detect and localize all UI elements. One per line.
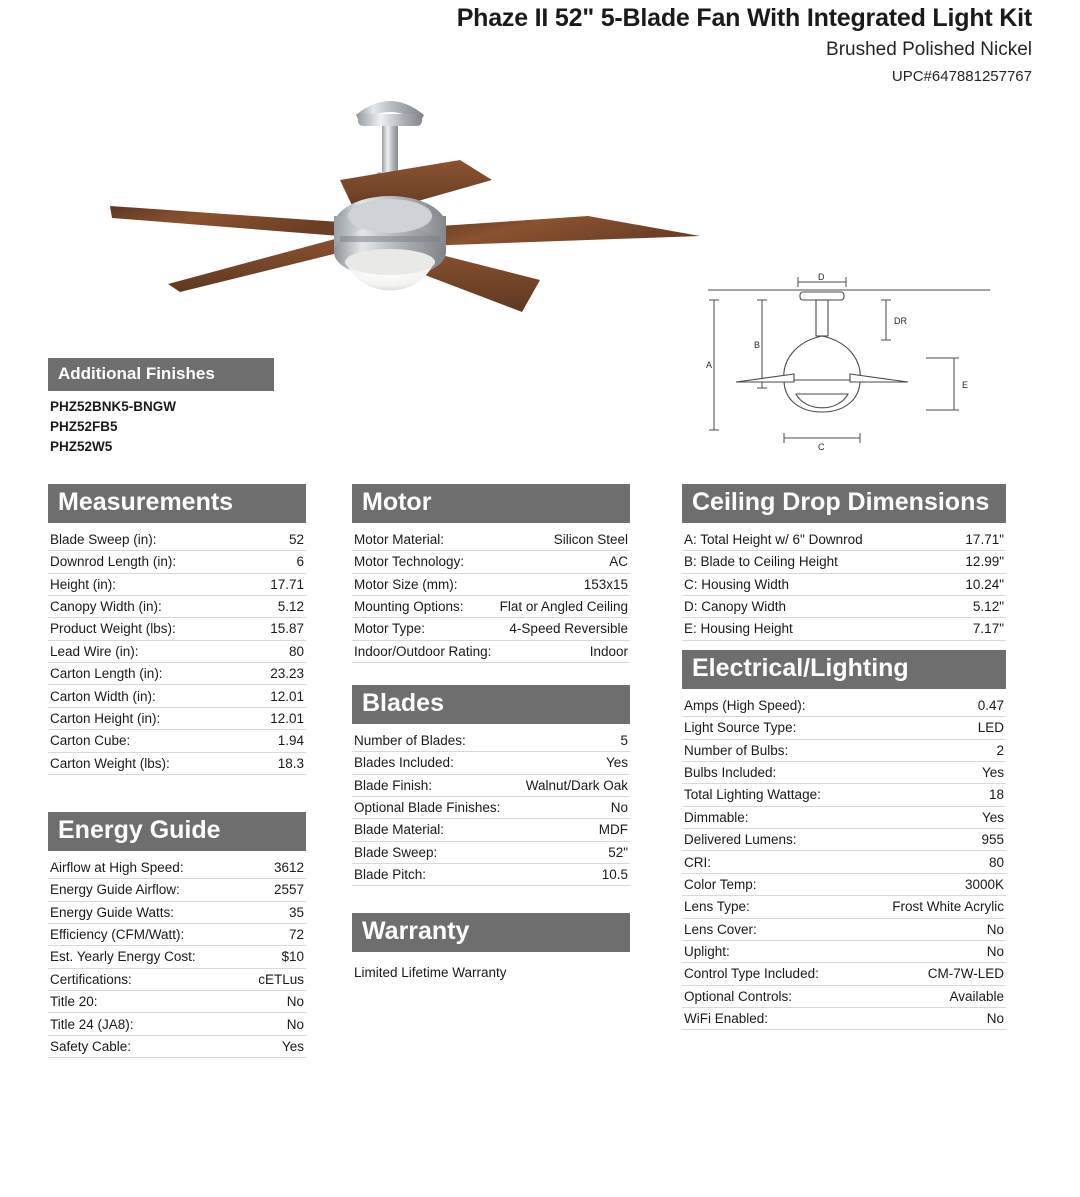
row-value: 18 (988, 787, 1004, 803)
warranty-body (352, 958, 630, 983)
table-row (48, 663, 306, 685)
row-label: Title 24 (JA8): (50, 1016, 134, 1032)
table-row (352, 574, 630, 596)
row-value: 5 (620, 732, 628, 748)
row-value: Yes (981, 765, 1004, 781)
table-row (682, 986, 1006, 1008)
row-value: MDF (598, 822, 628, 838)
row-label: Light Source Type: (684, 720, 797, 736)
product-finish-subtitle: Brushed Polished Nickel (826, 39, 1032, 60)
row-label: Energy Guide Airflow: (50, 882, 180, 898)
table-row (682, 829, 1006, 851)
blades-heading: Blades (352, 685, 630, 724)
table-row (352, 618, 630, 640)
row-value: 12.01 (270, 688, 304, 704)
finish-item: PHZ52FB5 (50, 419, 118, 435)
row-value: 5.12" (972, 599, 1004, 615)
row-value: Yes (981, 809, 1004, 825)
table-row (352, 596, 630, 618)
row-label: Blade Finish: (354, 777, 433, 793)
table-row (48, 641, 306, 663)
fan-downrod (382, 126, 398, 178)
row-label: Color Temp: (684, 876, 757, 892)
row-label: D: Canopy Width (684, 599, 787, 615)
table-row (48, 902, 306, 924)
row-label: Product Weight (lbs): (50, 621, 176, 637)
row-label: Bulbs Included: (684, 765, 777, 781)
row-label: C: Housing Width (684, 576, 790, 592)
ceiling-drop-heading: Ceiling Drop Dimensions (682, 484, 1006, 523)
table-row (48, 991, 306, 1013)
row-label: Dimmable: (684, 809, 749, 825)
table-row (48, 969, 306, 991)
diagram-label-e: E (962, 380, 969, 390)
blades-list (352, 730, 630, 887)
row-value: CM-7W-LED (927, 966, 1004, 982)
table-row (682, 596, 1006, 618)
section-blades (352, 685, 630, 886)
table-row (682, 784, 1006, 806)
table-row (48, 708, 306, 730)
row-label: Carton Cube: (50, 733, 131, 749)
row-label: Blade Material: (354, 822, 445, 838)
additional-finishes-list (48, 397, 274, 457)
row-label: CRI: (684, 854, 711, 870)
row-label: Carton Height (in): (50, 710, 161, 726)
diagram-label-a: A (706, 360, 713, 370)
row-label: Blade Sweep (in): (50, 531, 157, 547)
row-value: Available (949, 988, 1004, 1004)
row-value: Indoor (589, 643, 628, 659)
table-row (682, 717, 1006, 739)
row-label: Blade Pitch: (354, 867, 427, 883)
additional-finishes-heading: Additional Finishes (48, 358, 274, 391)
table-row (682, 551, 1006, 573)
product-photo (40, 40, 700, 330)
section-electrical-lighting (682, 650, 1006, 1030)
row-label: Efficiency (CFM/Watt): (50, 927, 185, 943)
row-label: Total Lighting Wattage: (684, 787, 821, 803)
row-label: Canopy Width (in): (50, 599, 162, 615)
row-value: LED (977, 720, 1004, 736)
section-energy-guide (48, 812, 306, 1058)
row-label: Lens Cover: (684, 921, 757, 937)
diagram-label-dr: DR (894, 316, 907, 326)
row-value: 35 (288, 904, 304, 920)
table-row (352, 730, 630, 752)
row-value: 10.5 (601, 867, 628, 883)
diagram-label-c: C (818, 442, 825, 452)
measurements-list (48, 529, 306, 775)
finish-item: PHZ52BNK5-BNGW (50, 399, 177, 415)
row-value: 3612 (273, 859, 304, 875)
row-label: WiFi Enabled: (684, 1011, 769, 1027)
table-row (48, 924, 306, 946)
table-row (682, 618, 1006, 640)
row-label: Carton Weight (lbs): (50, 755, 170, 771)
row-value: Walnut/Dark Oak (525, 777, 628, 793)
table-row (352, 775, 630, 797)
table-row (48, 618, 306, 640)
row-value: Flat or Angled Ceiling (499, 599, 628, 615)
table-row (682, 963, 1006, 985)
table-row (682, 807, 1006, 829)
row-value: 17.71" (965, 531, 1004, 547)
motor-list (352, 529, 630, 663)
row-value: 4-Speed Reversible (509, 621, 628, 637)
finish-item: PHZ52W5 (50, 439, 113, 455)
table-row (48, 879, 306, 901)
row-label: E: Housing Height (684, 621, 793, 637)
row-value: 17.71 (270, 576, 304, 592)
row-value: No (986, 944, 1004, 960)
table-row (352, 641, 630, 663)
motor-heading: Motor (352, 484, 630, 523)
row-value: 15.87 (270, 621, 304, 637)
row-value: AC (609, 554, 628, 570)
row-value: 52" (608, 844, 628, 860)
row-label: Safety Cable: (50, 1038, 132, 1054)
row-label: Amps (High Speed): (684, 697, 806, 713)
row-label: Motor Material: (354, 531, 445, 547)
table-row (352, 797, 630, 819)
row-label: A: Total Height w/ 6" Downrod (684, 531, 863, 547)
row-label: Certifications: (50, 971, 132, 987)
row-value: 12.99" (965, 554, 1004, 570)
row-value: 955 (981, 832, 1004, 848)
table-row (682, 740, 1006, 762)
table-row (48, 574, 306, 596)
row-label: Lens Type: (684, 899, 750, 915)
row-value: 0.47 (977, 697, 1004, 713)
table-row (48, 1013, 306, 1035)
diagram-label-d: D (818, 272, 825, 282)
row-label: Delivered Lumens: (684, 832, 797, 848)
row-value: 80 (288, 643, 304, 659)
row-value: 2 (996, 742, 1004, 758)
energy-guide-heading: Energy Guide (48, 812, 306, 851)
energy-guide-list (48, 857, 306, 1058)
fan-canopy (356, 101, 424, 126)
row-label: Lead Wire (in): (50, 643, 139, 659)
table-row (48, 946, 306, 968)
row-label: Number of Bulbs: (684, 742, 789, 758)
table-row (48, 529, 306, 551)
table-row (352, 752, 630, 774)
row-value: No (286, 994, 304, 1010)
row-label: Airflow at High Speed: (50, 859, 184, 875)
table-row (48, 857, 306, 879)
row-value: 12.01 (270, 710, 304, 726)
light-globe (345, 249, 435, 290)
row-value: Silicon Steel (553, 531, 628, 547)
table-row (682, 574, 1006, 596)
row-label: Carton Width (in): (50, 688, 156, 704)
row-value: 80 (988, 854, 1004, 870)
row-label: Energy Guide Watts: (50, 904, 175, 920)
row-label: Downrod Length (in): (50, 554, 177, 570)
table-row (682, 896, 1006, 918)
table-row (682, 762, 1006, 784)
ceiling-drop-list (682, 529, 1006, 641)
table-row (682, 851, 1006, 873)
row-label: Indoor/Outdoor Rating: (354, 643, 492, 659)
table-row (48, 1036, 306, 1058)
row-value: 6 (296, 554, 304, 570)
row-value: 10.24" (965, 576, 1004, 592)
table-row (682, 695, 1006, 717)
row-value: 2557 (273, 882, 304, 898)
table-row (48, 753, 306, 775)
row-value: 72 (288, 927, 304, 943)
table-row (682, 941, 1006, 963)
row-label: B: Blade to Ceiling Height (684, 554, 838, 570)
row-value: Yes (281, 1038, 304, 1054)
section-measurements (48, 484, 306, 775)
row-label: Number of Blades: (354, 732, 466, 748)
row-label: Motor Size (mm): (354, 576, 458, 592)
table-row (48, 685, 306, 707)
table-row (682, 874, 1006, 896)
row-value: No (610, 800, 628, 816)
table-row (352, 529, 630, 551)
table-row (48, 551, 306, 573)
row-value: 18.3 (277, 755, 304, 771)
row-label: Motor Technology: (354, 554, 465, 570)
row-label: Optional Blade Finishes: (354, 800, 501, 816)
row-label: Uplight: (684, 944, 730, 960)
row-value: 3000K (964, 876, 1004, 892)
row-label: Control Type Included: (684, 966, 819, 982)
row-label: Est. Yearly Energy Cost: (50, 949, 196, 965)
electrical-list (682, 695, 1006, 1031)
page-title: Phaze II 52" 5-Blade Fan With Integrated Light Kit (456, 4, 1032, 32)
row-label: Blades Included: (354, 755, 454, 771)
warranty-text: Limited Lifetime Warranty (354, 964, 507, 980)
table-row (352, 864, 630, 886)
ceiling-drop-diagram (690, 270, 1010, 460)
diagram-label-b: B (754, 340, 761, 350)
row-value: 153x15 (583, 576, 628, 592)
row-value: No (286, 1016, 304, 1032)
row-label: Carton Length (in): (50, 666, 163, 682)
row-value: No (986, 1011, 1004, 1027)
table-row (352, 551, 630, 573)
upc-code: UPC#647881257767 (891, 68, 1032, 85)
table-row (682, 919, 1006, 941)
section-warranty (352, 913, 630, 983)
row-value: 23.23 (270, 666, 304, 682)
row-label: Optional Controls: (684, 988, 793, 1004)
row-label: Mounting Options: (354, 599, 464, 615)
table-row (352, 842, 630, 864)
row-value: No (986, 921, 1004, 937)
section-ceiling-drop-dimensions (682, 484, 1006, 641)
measurements-heading: Measurements (48, 484, 306, 523)
row-value: $10 (281, 949, 304, 965)
row-value: 7.17" (972, 621, 1004, 637)
row-value: cETLus (258, 971, 304, 987)
section-additional-finishes (48, 358, 274, 457)
warranty-heading: Warranty (352, 913, 630, 952)
table-row (48, 596, 306, 618)
table-row (48, 730, 306, 752)
row-value: 52 (288, 531, 304, 547)
section-motor (352, 484, 630, 663)
row-value: Yes (605, 755, 628, 771)
row-value: Frost White Acrylic (892, 899, 1004, 915)
row-value: 1.94 (277, 733, 304, 749)
table-row (682, 1008, 1006, 1030)
row-label: Motor Type: (354, 621, 426, 637)
row-label: Height (in): (50, 576, 117, 592)
row-label: Blade Sweep: (354, 844, 438, 860)
electrical-heading: Electrical/Lighting (682, 650, 1006, 689)
row-label: Title 20: (50, 994, 98, 1010)
table-row (352, 819, 630, 841)
row-value: 5.12 (277, 599, 304, 615)
table-row (682, 529, 1006, 551)
